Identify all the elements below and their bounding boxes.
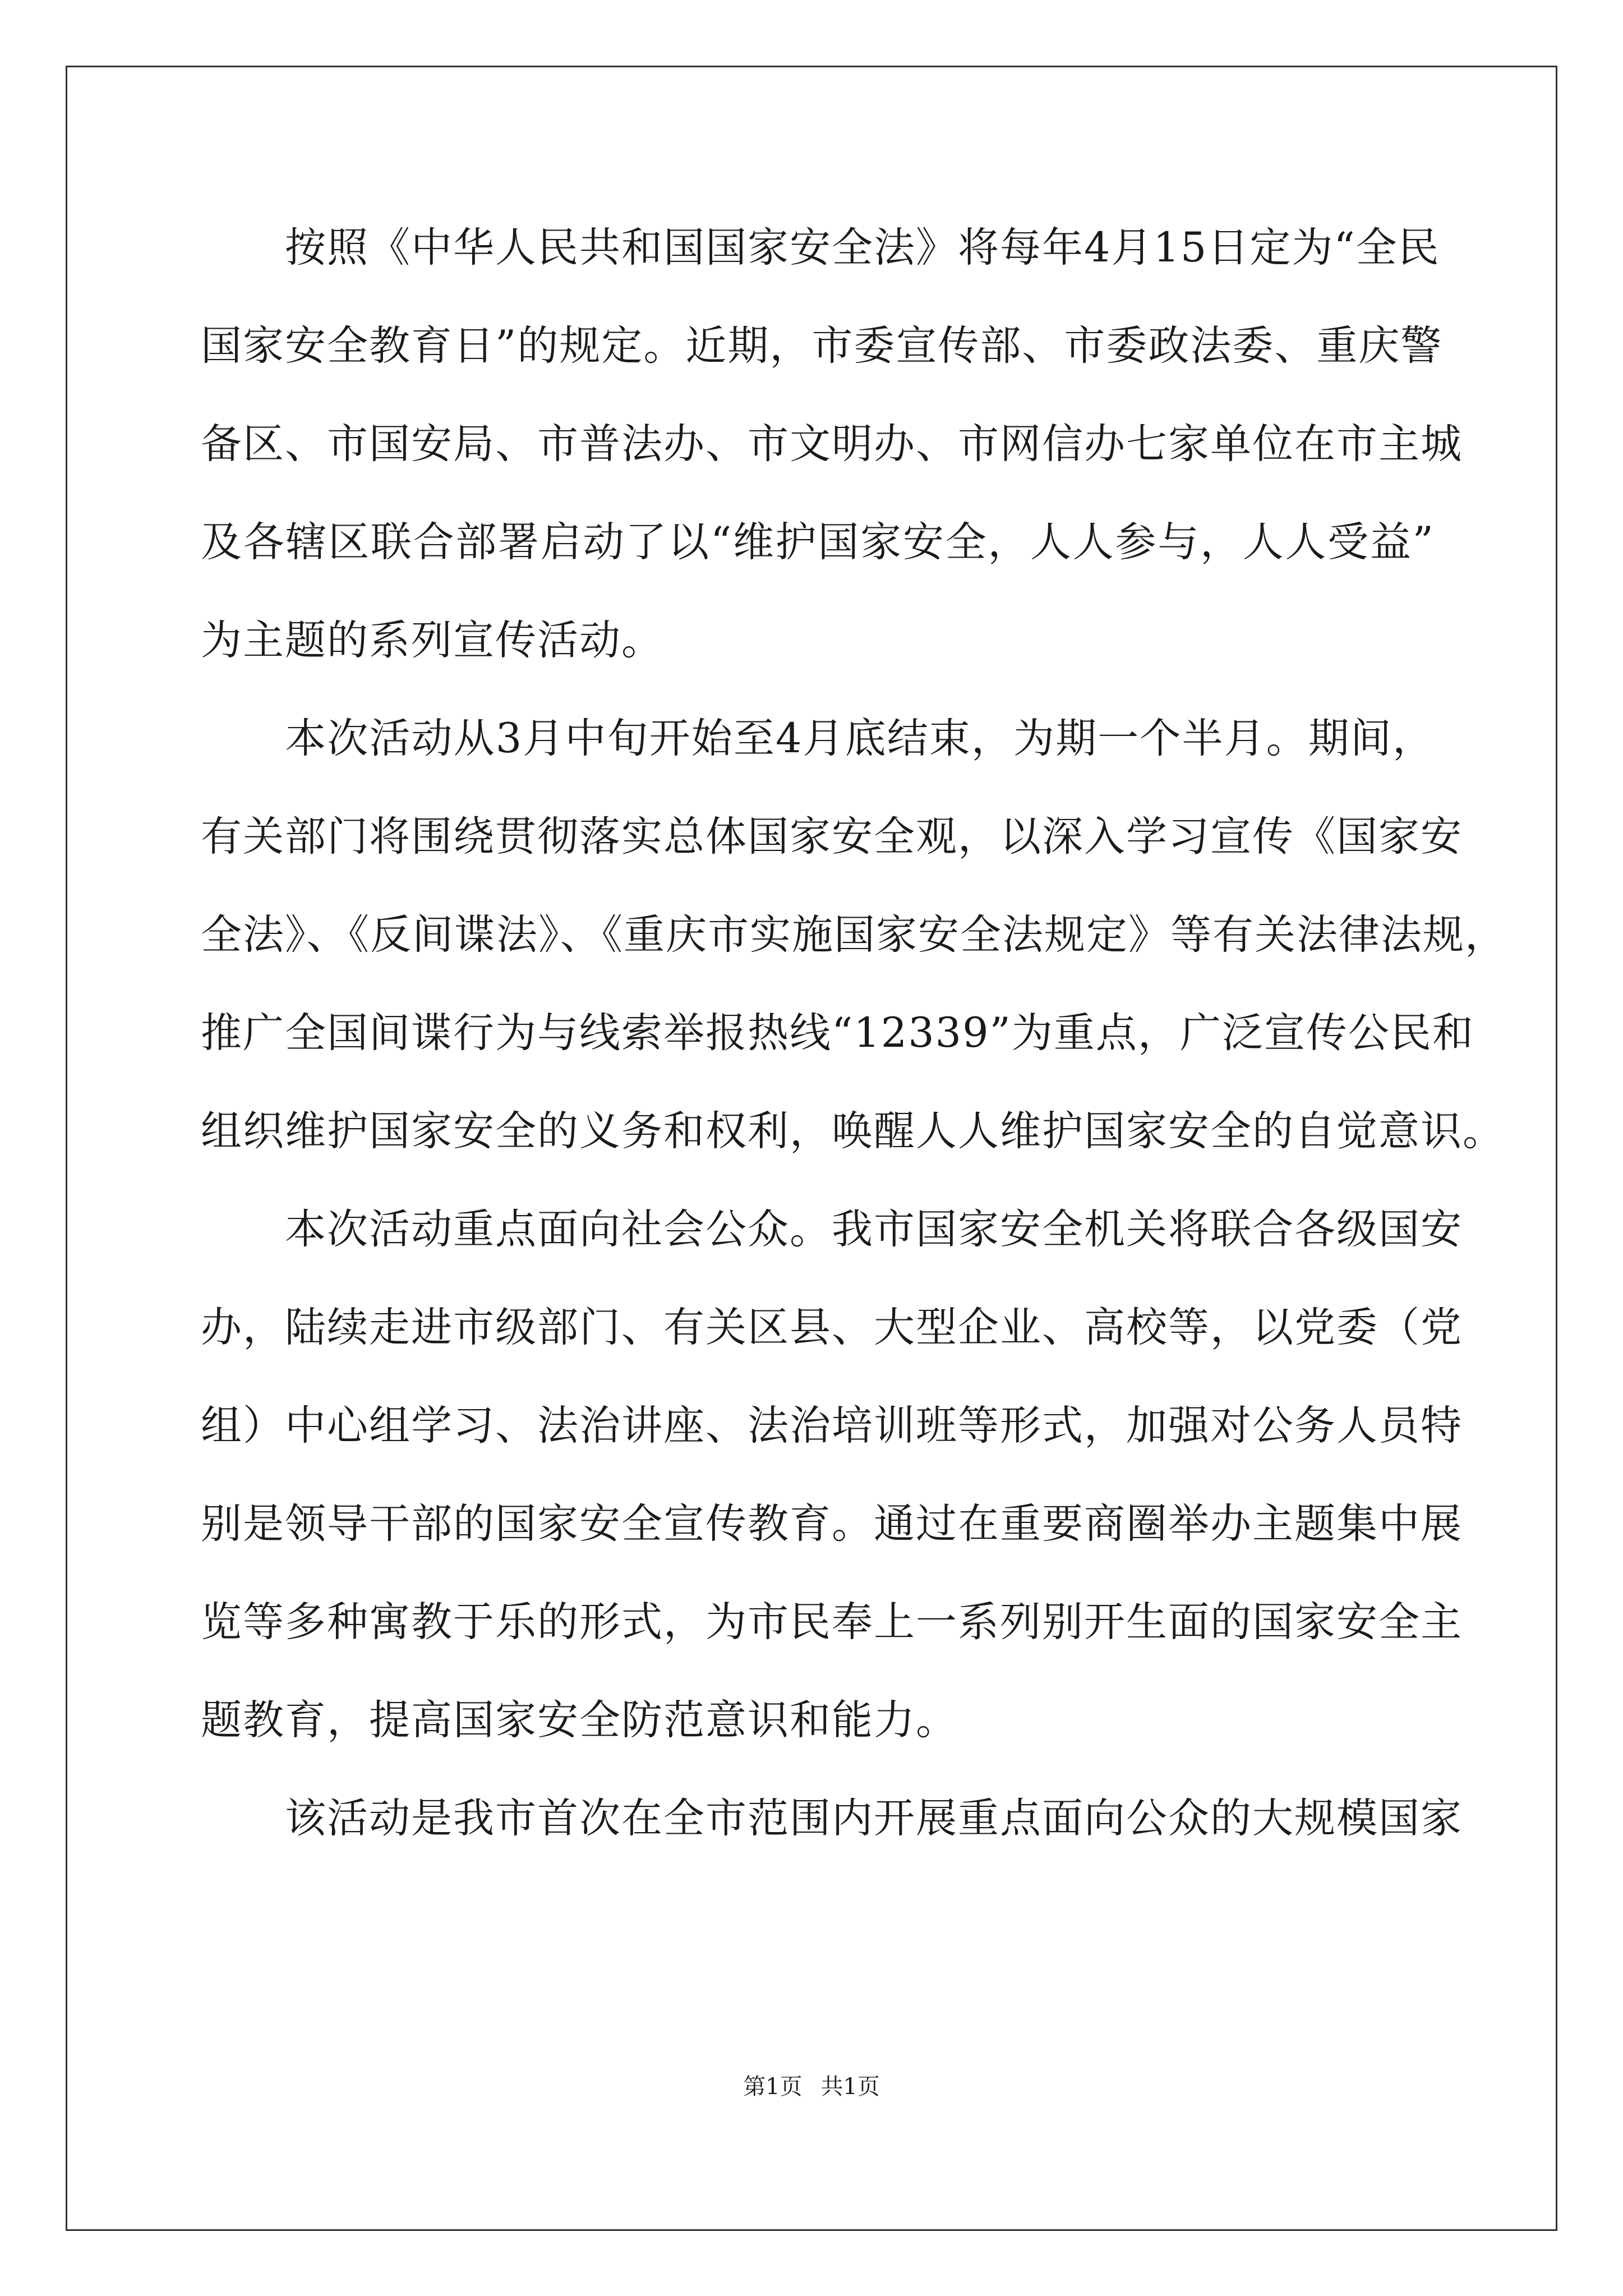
paragraph-line: 国家安全教育日”的规定。近期，市委宣传部、市委政法委、重庆警	[201, 322, 1443, 370]
paragraph-line: 有关部门将围绕贯彻落实总体国家安全观，以深入学习宣传《国家安	[201, 813, 1463, 861]
paragraph-line: 组）中心组学习、法治讲座、法治培训班等形式，加强对公务人员特	[201, 1402, 1463, 1450]
paragraph-line: 览等多种寓教于乐的形式，为市民奉上一系列别开生面的国家安全主	[201, 1598, 1463, 1646]
page-number: 第1页	[743, 2074, 803, 2100]
paragraph-line: 全法》、《反间谍法》、《重庆市实施国家安全法规定》等有关法律法规，	[201, 911, 1507, 959]
page-footer	[0, 2070, 1623, 2104]
paragraph-line: 题教育，提高国家安全防范意识和能力。	[201, 1696, 958, 1744]
paragraph-line: 推广全国间谍行为与线索举报热线“12339”为重点，广泛宣传公民和	[201, 1009, 1474, 1057]
page-total: 共1页	[820, 2074, 880, 2100]
paragraph-line: 备区、市国安局、市普法办、市文明办、市网信办七家单位在市主城	[201, 420, 1463, 468]
paragraph-line: 该活动是我市首次在全市范围内开展重点面向公众的大规模国家	[201, 1795, 1463, 1842]
paragraph-line: 本次活动重点面向社会公众。我市国家安全机关将联合各级国安	[201, 1205, 1463, 1253]
paragraph-line: 本次活动从3月中旬开始至4月底结束，为期一个半月。期间，	[201, 715, 1435, 762]
paragraph-line: 为主题的系列宣传活动。	[201, 616, 663, 664]
paragraph-line: 组织维护国家安全的义务和权利，唤醒人人维护国家安全的自觉意识。	[201, 1107, 1505, 1155]
paragraph-line: 及各辖区联合部署启动了以“维护国家安全，人人参与，人人受益”	[201, 518, 1435, 566]
paragraph-line: 办，陆续走进市级部门、有关区县、大型企业、高校等，以党委（党	[201, 1304, 1463, 1351]
paragraph-line: 按照《中华人民共和国国家安全法》将每年4月15日定为“全民	[201, 224, 1440, 272]
paragraph-line: 别是领导干部的国家安全宣传教育。通过在重要商圈举办主题集中展	[201, 1500, 1463, 1548]
